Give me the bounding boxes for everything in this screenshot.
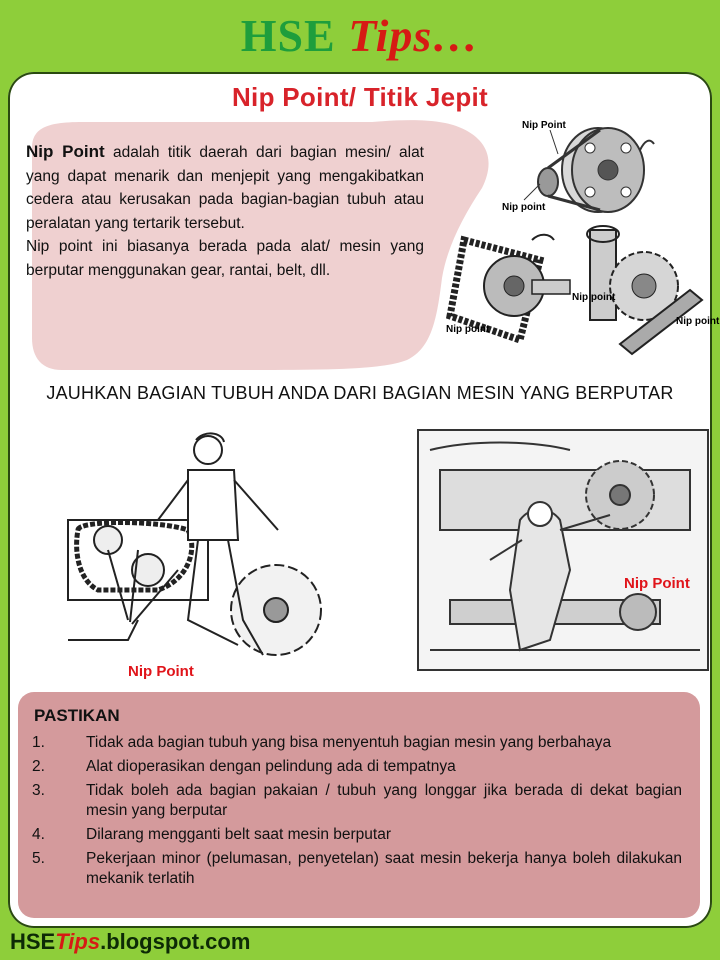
belt-pulley-illustration — [538, 128, 654, 212]
checklist-item-number: 1. — [32, 734, 45, 751]
photo-label-right: Nip Point — [624, 575, 690, 592]
header-title — [241, 10, 480, 61]
checklist-item — [32, 849, 682, 889]
header-title-tips: Tips… — [348, 10, 480, 61]
header — [0, 0, 720, 72]
checklist-title: PASTIKAN — [34, 706, 120, 725]
intro-definition: adalah titik daerah dari bagian mesin/ alat yang dapat menarik dan menjepit yang mengakibatkan cedera atau kerusakan pada bagian-bagian tubuh atau peralatan yang tertarik tersebut. — [26, 144, 424, 232]
intro-term: Nip Point — [26, 142, 105, 161]
header-title-hse: HSE — [240, 10, 336, 61]
nip-point-diagram — [440, 110, 720, 360]
checklist-item-text: Dilarang mengganti belt saat mesin berputar — [86, 826, 392, 843]
diagram-label-middle: Nip point — [572, 292, 616, 303]
diagram-label-left: Nip point — [502, 202, 546, 213]
footer-site-link[interactable] — [10, 929, 250, 955]
footer-domain: .blogspot.com — [100, 929, 251, 954]
checklist — [32, 733, 682, 893]
checklist-item-number: 3. — [32, 782, 45, 799]
intro-paragraph-location: Nip point ini biasanya berada pada alat/ mesin yang berputar menggunakan gear, rantai, belt, dll. — [26, 238, 424, 279]
checklist-item-number: 2. — [32, 758, 45, 775]
warning-text: JAUHKAN BAGIAN TUBUH ANDA DARI BAGIAN MESIN YANG BERPUTAR — [46, 383, 674, 403]
diagram-label-right: Nip point — [676, 316, 720, 327]
man-leaning-on-machine-illustration — [38, 420, 358, 680]
checklist-item-text: Pekerjaan minor (pelumasan, penyetelan) saat mesin bekerja hanya boleh dilakukan mekanik terlatih — [86, 850, 682, 887]
checklist-item — [32, 781, 682, 821]
intro-paragraph-definition — [26, 140, 424, 235]
checklist-item-number: 5. — [32, 850, 45, 867]
footer-tips: Tips — [55, 929, 101, 954]
intro-text — [26, 140, 424, 282]
photo-label-left: Nip Point — [128, 663, 194, 680]
checklist-item — [32, 733, 682, 753]
worker-caught-in-machine-illustration — [410, 410, 715, 682]
checklist-item-text: Tidak ada bagian tubuh yang bisa menyentuh bagian mesin yang berbahaya — [86, 734, 612, 751]
checklist-item-number: 4. — [32, 826, 45, 843]
diagram-label-bottom-left: Nip point — [446, 324, 490, 335]
footer-hse: HSE — [10, 929, 56, 954]
gear-rack-illustration — [587, 226, 702, 354]
checklist-item — [32, 825, 682, 845]
diagram-label-top: Nip Point — [522, 120, 566, 131]
checklist-item — [32, 757, 682, 777]
checklist-item-text: Tidak boleh ada bagian pakaian / tubuh yang longgar jika berada di dekat bagian mesin yang berputar — [86, 782, 682, 819]
checklist-item-text: Alat dioperasikan dengan pelindung ada di tempatnya — [86, 758, 456, 775]
page-title: Nip Point/ Titik Jepit — [231, 82, 489, 112]
